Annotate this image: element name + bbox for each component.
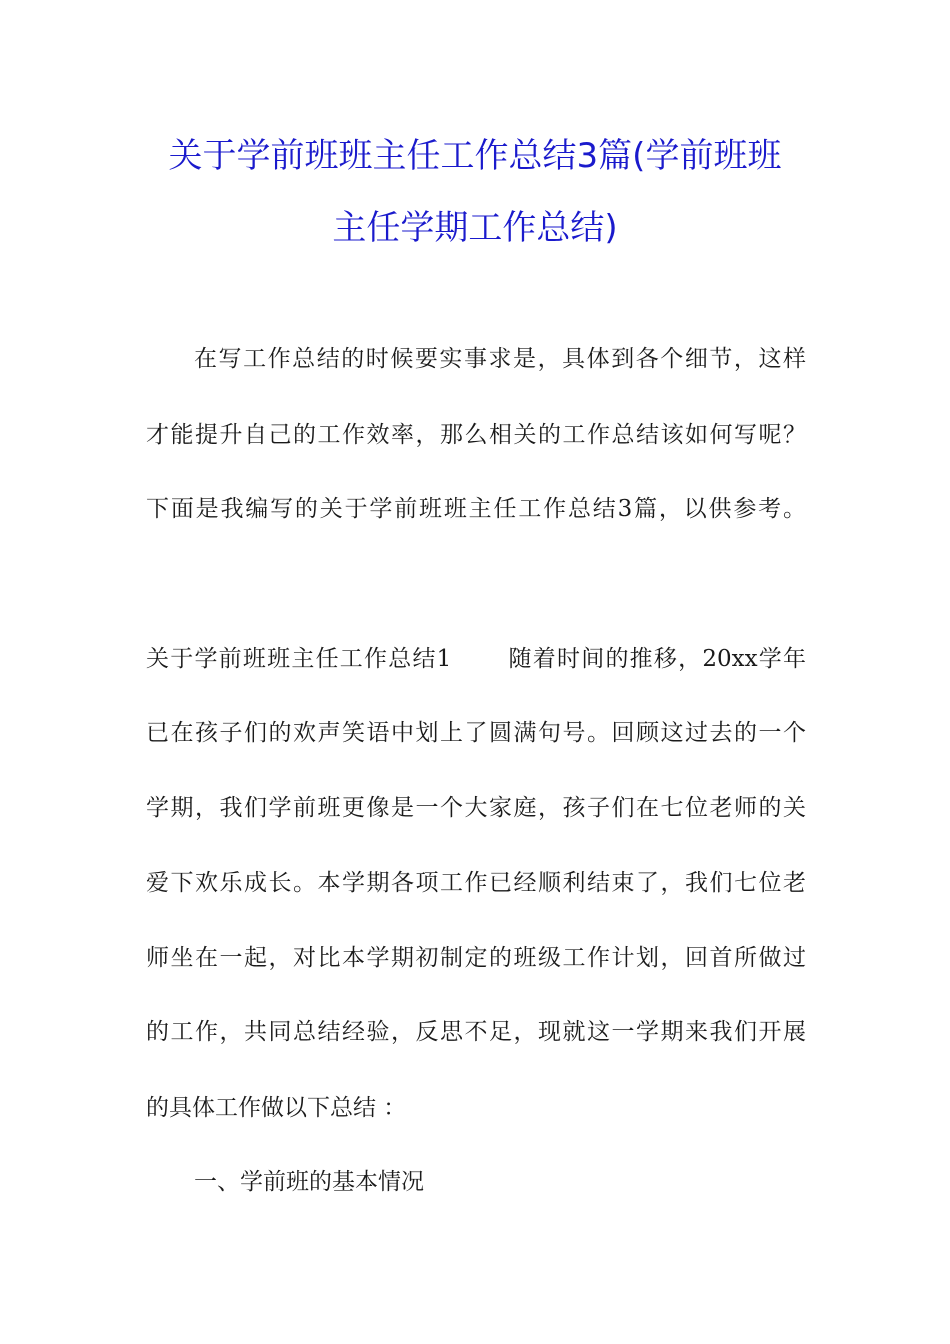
section-1-line-7: 的具体工作做以下总结 ： [146, 1095, 407, 1121]
intro-line-2: 才能提升自己的工作效率，那么相关的工作总结该如何写呢？ [146, 422, 806, 448]
section-1-line-3: 学期，我们学前班更像是一个大家庭，孩子们在七位老师的关 [146, 795, 806, 821]
section-1-line-4: 爱下欢乐成长。本学期各项工作已经顺利结束了，我们七位老 [146, 870, 806, 896]
section-1-first-line [146, 643, 806, 675]
section-1-line-2: 已在孩子们的欢声笑语中划上了圆满句号。回顾这过去的一个 [146, 720, 806, 746]
document-title-line-1: 关于学前班班主任工作总结3篇(学前班班 [168, 136, 782, 176]
document-title-line-2: 主任学期工作总结) [332, 208, 618, 248]
section-1-line-5: 师坐在一起，对比本学期初制定的班级工作计划，回首所做过 [146, 945, 806, 971]
intro-line-3: 下面是我编写的关于学前班班主任工作总结3篇，以供参考。 [146, 496, 806, 522]
section-1-first-line-text: 随着时间的推移，20xx学年 [507, 646, 806, 672]
section-1-heading: 关于学前班班主任工作总结1 [146, 646, 452, 672]
intro-line-1: 在写工作总结的时候要实事求是，具体到各个细节，这样 [194, 346, 806, 372]
section-1-subheading: 一、学前班的基本情况 [194, 1169, 424, 1195]
section-1-line-6: 的工作，共同总结经验，反思不足，现就这一学期来我们开展 [146, 1019, 806, 1045]
